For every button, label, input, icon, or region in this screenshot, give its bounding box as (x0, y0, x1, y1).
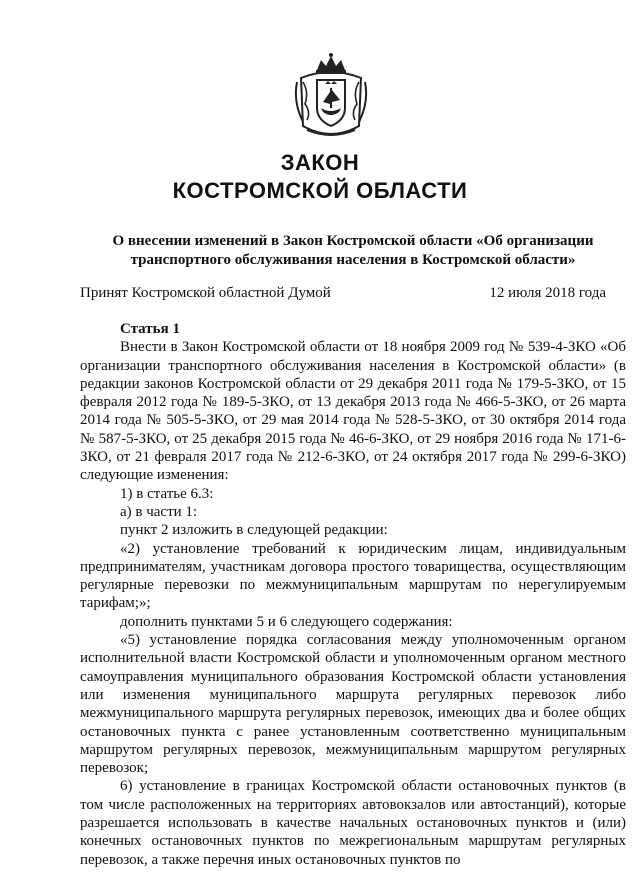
paragraph: «5) установление порядка согласования между уполномоченным органом исполнительной власти Костромской области и уполномоченным органом местного самоуправления муниципального образования Костромской области установления или изменения муниципального маршрута регулярных перевозок либо межмуниципального маршрута регулярных перевозок, имеющих два и более общих остановочных пункта с ранее установленным соответственно муниципальным маршрутом регулярных перевозок, межмуниципальным маршрутом регулярных перевозок; (80, 632, 626, 777)
adoption-date: 12 июля 2018 года (489, 285, 606, 301)
adopted-by: Принят Костромской областной Думой (80, 285, 331, 301)
article-title: Статья 1 (120, 321, 180, 337)
paragraph: а) в части 1: (120, 503, 198, 520)
paragraph: Внести в Закон Костромской области от 18 ноября 2009 год № 539-4-ЗКО «Об организации транспортного обслуживания населения в Костромской области» (в редакции законов Костромской области от 29 декабря 2011 года № 179-5-ЗКО, от 15 февраля 2012 года № 189-5-ЗКО, от 13 декабря 2013 года № 466-5-ЗКО, от 26 марта 2014 года № 505-5-ЗКО, от 29 мая 2014 года № 528-5-ЗКО, от 30 октября 2014 года № 587-5-ЗКО, от 25 декабря 2015 года № 46-6-ЗКО, от 29 ноября 2016 года № 171-6-ЗКО, от 21 февраля 2017 года № 212-6-ЗКО, от 24 октября 2017 года № 299-6-ЗКО) следующие изменения: (80, 339, 626, 484)
document-heading-line1: О внесении изменений в Закон Костромской области «Об организации (112, 233, 594, 249)
law-title-line2: КОСТРОМСКОЙ ОБЛАСТИ (172, 178, 468, 203)
paragraph: 6) установление в границах Костромской области остановочных пунктов (в том числе расположенных на территориях автовокзалов или автостанций), которые разрешается использовать в качестве начальных остановочных пунктов и (или) конечных остановочных пунктов по межрегиональным маршрутам регулярных перевозок, а также перечня иных остановочных пунктов по (80, 778, 626, 868)
adoption-line (80, 284, 606, 303)
document-heading (80, 232, 626, 270)
paragraph: дополнить пунктами 5 и 6 следующего содержания: (120, 613, 453, 630)
law-title-line1: ЗАКОН (280, 150, 360, 175)
paragraph: пункт 2 изложить в следующей редакции: (120, 522, 388, 539)
paragraph: «2) установление требований к юридическим лицам, индивидуальным предпринимателям, участникам договора простого товарищества, осуществляющим регулярные перевозки по межмуниципальным маршрутам по нерегулируемым тарифам;»; (80, 540, 626, 612)
coat-of-arms-emblem (293, 52, 369, 142)
paragraph: 1) в статье 6.3: (120, 485, 214, 502)
document-body (80, 320, 626, 869)
document-heading-line2: транспортного обслуживания населения в Костромской области» (130, 252, 576, 268)
